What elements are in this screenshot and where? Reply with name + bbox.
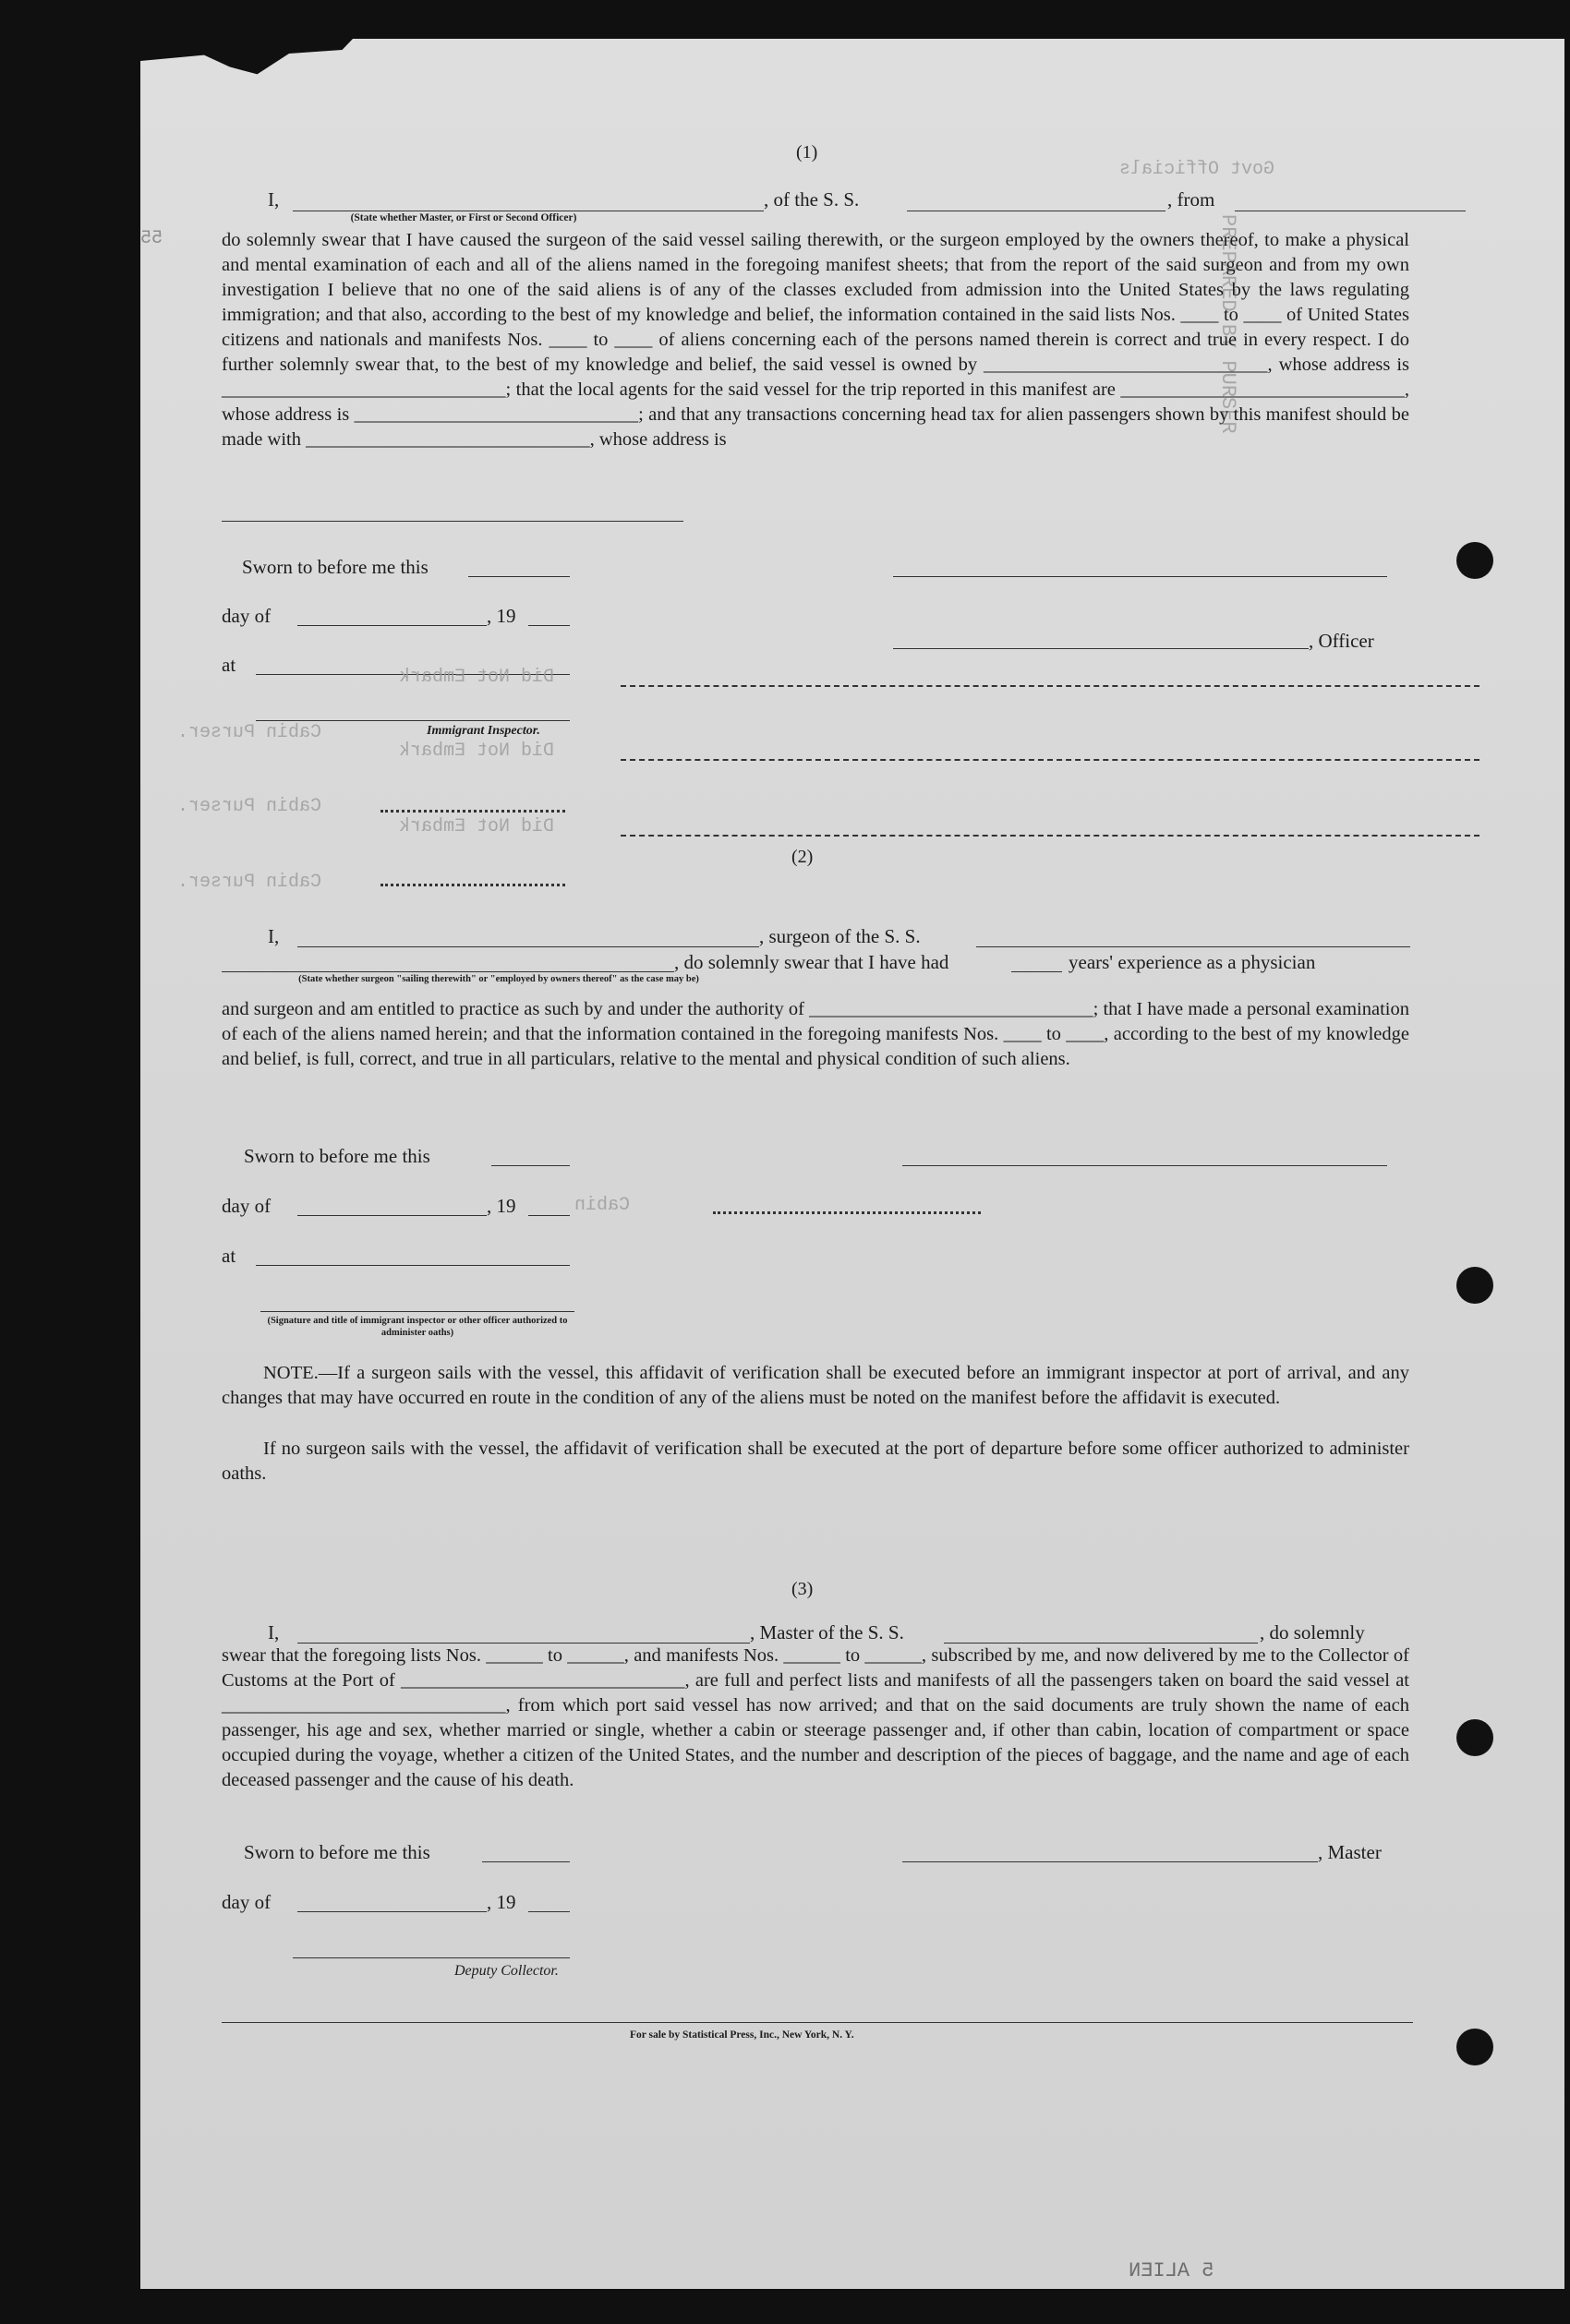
section-3-oath-paragraph: swear that the foregoing lists Nos. ______ to ______, and manifests Nos. ______ to ______, subscribed by me, and now delivered by me to the Collector of Customs at the Port of ______________________________, are full and perfect lists and manifests of all the passengers taken on board the said vessel at ______________________________, from which port said vessel has now arrived; and that on the said documents are truly shown the name of each passenger, his age and sex, whether married or single, whether a cabin or steerage passenger and, if other than cabin, location of compartment or space occupied during the voyage, whether a citizen of the United States, and the number and description of the pieces of baggage, and the name and age of each deceased passenger and the cause of his death. (222, 1645, 1409, 1790)
section-2-number: (2) (791, 847, 814, 867)
year-line (528, 625, 570, 626)
section-1-year-label: , 19 (487, 605, 516, 627)
officer-signature-line (893, 576, 1387, 577)
dotted-signature-line (380, 810, 565, 813)
signature-title-note: (Signature and title of immigrant inspector or other officer authorized to administer oaths) (267, 1316, 568, 1338)
years-line (1011, 971, 1062, 972)
punch-hole (1456, 1267, 1493, 1304)
inspector-signature-line (260, 1311, 574, 1312)
from-label: , from (1167, 188, 1215, 211)
bleed-cabin-mid: Cabin (574, 1195, 631, 1216)
surgeon-status-line (222, 971, 674, 972)
month-line (297, 1911, 487, 1912)
section-1-at-label: at (222, 654, 236, 676)
section-2-at-label: at (222, 1245, 236, 1267)
bleed-did-not-embark-2: Did Not Embark (399, 741, 555, 762)
section-3-year-label: , 19 (487, 1891, 516, 1913)
section-2-year-label: , 19 (487, 1195, 516, 1217)
year-line (528, 1911, 570, 1912)
deputy-collector-signature-line (293, 1957, 570, 1958)
punch-hole (1456, 2029, 1493, 2065)
inspector-signature-line (256, 720, 570, 721)
dotted-signature-line (713, 1211, 981, 1214)
dotted-signature-line (380, 884, 565, 886)
section-2-i-label: I, (268, 925, 280, 947)
bleed-did-not-embark-3: Did Not Embark (399, 816, 555, 837)
bleed-stamp-bottom: 5 ALIEN (1129, 2259, 1214, 2282)
section-2-state-note: (State whether surgeon "sailing therewith" or "employed by owners thereof" as the case may be) (298, 974, 699, 984)
surgeon-vessel-line (976, 946, 1410, 947)
section-2-sworn-label: Sworn to before me this (244, 1145, 430, 1167)
surgeon-signature-line (902, 1165, 1387, 1166)
section-2-day-of-label: day of (222, 1195, 272, 1217)
year-line (528, 1215, 570, 1216)
bleed-prepared-by-purser: PREPARED BY PURSER (1216, 214, 1239, 434)
years-label: years' experience as a physician (1069, 951, 1316, 973)
swear-label: , do solemnly swear that I have had (674, 951, 949, 973)
bleed-govt-officials: Govt Officials (1119, 159, 1275, 180)
bleed-cabin-purser-2: Cabin Purser. (177, 796, 322, 817)
section-1-day-of-label: day of (222, 605, 272, 627)
month-line (297, 1215, 487, 1216)
section-1-oath-paragraph: do solemnly swear that I have caused the surgeon of the said vessel sailing therewith, or the surgeon employed by the owners thereof, to make a physical and mental examination of each and all of the aliens named in the foregoing manifest sheets; that from the report of the said surgeon and from my own investigation I believe that no one of the said aliens is of any of the classes excluded from admission into the United States by the laws regulating immigration; and that also, according to the best of my knowledge and belief, the information contained in the said lists Nos. ____ to ____ of United States citizens and nationals and manifests Nos. ____ to ____ of aliens concerning each of the persons named therein is correct and true in every respect. I do further solemnly swear that, to the best of my knowledge and belief, the said vessel is owned by ______________________________, whose address is ______________________________; that the local agents for the said vessel for the trip reported in this manifest are ______________________________, whose address is ______________________________; and that any transactions concerning head tax for alien passengers shown by this manifest should be made with ______________________________, whose address is (222, 230, 1409, 450)
bleed-cabin-purser-1: Cabin Purser. (177, 722, 322, 743)
month-line (297, 625, 487, 626)
document-page (140, 39, 1564, 2289)
printer-credit: For sale by Statistical Press, Inc., New York, N. Y. (630, 2029, 854, 2041)
deputy-collector-label: Deputy Collector. (454, 1963, 559, 1979)
dashed-line (621, 835, 1479, 837)
margin-mark: 55 (140, 228, 163, 249)
note-text: —If a surgeon sails with the vessel, this affidavit of verification shall be executed before an immigrant inspector at port of arrival, and any changes that may have occurred en route in the condition of any of the aliens must be noted on the manifest before the affidavit is executed. (222, 1363, 1409, 1408)
punch-hole (1456, 1719, 1493, 1756)
section-2-oath-paragraph: and surgeon and am entitled to practice as such by and under the authority of ______________________________; that I have made a personal examination of each of the aliens named herein; and that the information contained in the foregoing manifests Nos. ____ to ____, according to the best of my knowledge and belief, is full, correct, and true in all particulars, relative to the mental and physical condition of such aliens. (222, 999, 1409, 1069)
do-solemnly-label: , do solemnly (1260, 1621, 1365, 1644)
at-place-line (256, 1265, 570, 1266)
master-signature-line (902, 1861, 1318, 1862)
ss-label: , of the S. S. (764, 188, 860, 211)
footer-rule (222, 2022, 1413, 2023)
section-3-day-of-label: day of (222, 1891, 272, 1913)
sworn-day-line (482, 1861, 570, 1862)
punch-hole (1456, 542, 1493, 579)
section-1-sworn-label: Sworn to before me this (242, 556, 429, 578)
master-label: , Master (1318, 1841, 1382, 1863)
note-paragraph (222, 1361, 1409, 1411)
head-tax-address-line (222, 521, 683, 522)
dashed-line (621, 759, 1479, 761)
bleed-cabin-purser-3: Cabin Purser. (177, 872, 322, 893)
section-1-state-note: (State whether Master, or First or Second Officer) (350, 212, 577, 223)
section-3-number: (3) (791, 1579, 814, 1599)
surgeon-name-line (297, 946, 759, 947)
officer-title-line (893, 648, 1309, 649)
sworn-day-line (468, 576, 570, 577)
section-3-i-label: I, (268, 1621, 280, 1644)
sworn-day-line (491, 1165, 570, 1166)
dashed-line (621, 685, 1479, 687)
section-1-number: (1) (796, 142, 818, 163)
section-1-i-label: I, (268, 188, 280, 211)
master-of-ss-label: , Master of the S. S. (750, 1621, 904, 1644)
section-3-sworn-label: Sworn to before me this (244, 1841, 430, 1863)
bleed-did-not-embark-1: Did Not Embark (399, 667, 555, 688)
surgeon-of-ss-label: , surgeon of the S. S. (759, 925, 921, 947)
note-paragraph-2: If no surgeon sails with the vessel, the affidavit of verification shall be executed at the port of departure before some officer authorized to administer oaths. (222, 1439, 1409, 1484)
officer-label: , Officer (1309, 630, 1374, 652)
note-label: NOTE. (263, 1363, 319, 1383)
immigrant-inspector-label: Immigrant Inspector. (427, 724, 540, 738)
torn-corner (140, 39, 353, 113)
